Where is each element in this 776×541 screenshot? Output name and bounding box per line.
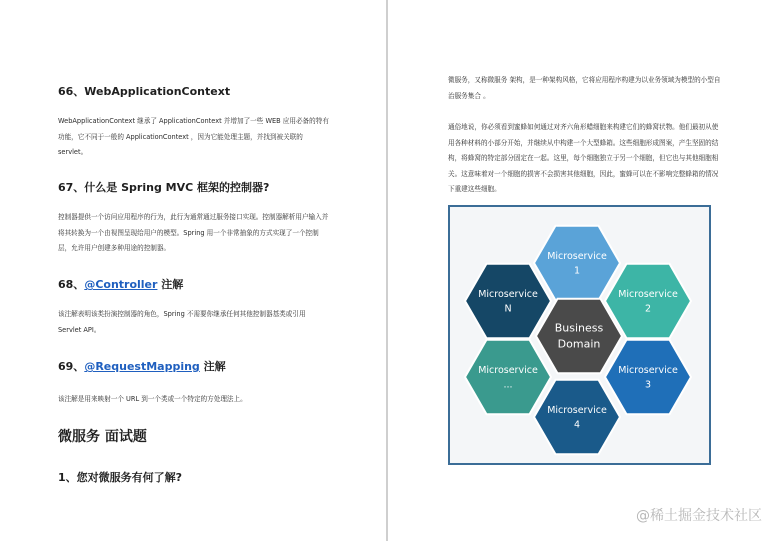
hex-ms3 [605,340,691,414]
q66-paragraph: WebApplicationContext 继承了 ApplicationContext 并增加了一些 WEB 应用必备的特有功能，它不同于一般的 ApplicationContext ，因为它能处理主题，并找到被关联的 servlet。 [58,117,329,156]
q69-suffix: 注解 [199,360,226,373]
hexagon-shape [605,340,691,414]
hexagon-shape [465,264,551,338]
hex-label: Microservice [547,250,607,262]
q69-number: 69、 [58,360,85,373]
hex-label: Microservice [618,288,678,300]
microservices-diagram [448,205,711,465]
q66-heading: 66、WebApplicationContext [58,85,231,98]
q68-suffix: 注解 [157,278,184,291]
q1-heading: 1、您对微服务有何了解? [58,471,183,484]
hex-label: Business [554,321,604,335]
q67-paragraph: 控制器提供一个访问应用程序的行为，此行为通常通过服务接口实现。控制器解析用户输入并将其转换为一个由视图呈现给用户的模型。Spring 用一个非常抽象的方式实现了一个控制层，允许用户创建多种用途的控制器。 [58,213,329,252]
hex-msn [465,264,551,338]
right-page [388,0,776,541]
q69-paragraph: 该注解是用来映射一个 URL 到一个类或一个特定的方处理法上。 [58,395,247,403]
section-title: 微服务 面试题 [58,429,147,445]
hex-label: 1 [573,265,581,277]
hex-label: Microservice [547,404,607,416]
hexagon-shape [534,380,620,454]
left-page [0,0,386,541]
hex-label: Microservice [618,364,678,376]
controller-link[interactable]: @Controller [84,278,158,291]
hexagon-shape [465,340,551,414]
q68-heading [58,276,183,292]
q68-number: 68、 [58,278,85,291]
hex-label: 2 [644,303,652,315]
hex-label: 3 [644,379,652,391]
hex-ms-more [465,340,551,414]
hex-label: 4 [573,419,581,431]
requestmapping-link[interactable]: @RequestMapping [84,360,200,373]
hex-ms4 [534,380,620,454]
hex-ms1 [534,226,620,300]
q67-heading: 67、什么是 Spring MVC 框架的控制器? [58,181,270,194]
hex-label: Microservice [478,288,538,300]
q69-heading [58,358,226,374]
hex-label: Domain [557,337,601,351]
hex-label: ... [503,379,513,391]
hexagon-shape [534,226,620,300]
hex-label: N [504,303,512,315]
hexagon-diagram-svg [450,207,709,463]
microservice-definition: 微服务，又称微服务 架构，是一种架构风格，它将应用程序构建为以业务领域为模型的小型自治服务集合 。 [448,76,721,100]
hex-label: Microservice [478,364,538,376]
watermark: @稀土掘金技术社区 [636,508,762,524]
beehive-analogy: 通俗地说，你必须看到蜜蜂如何通过对齐六角形蜡细胞来构建它们的蜂窝状物。他们最初从使用各种材料的小部分开始，并继续从中构建一个大型蜂箱。这些细胞形成图案，产生坚固的结构，将蜂窝的特定部分固定在一起。这里，每个细胞独立于另一个细胞，但它也与其他细胞相关。这意味着对一个细胞的损害不会损害其他细胞，因此，蜜蜂可以在不影响完整蜂箱的情况下重建这些细胞。 [448,123,719,193]
q68-paragraph: 该注解表明该类扮演控制器的角色，Spring 不需要你继承任何其他控制器基类或引用 Servlet API。 [58,310,306,334]
